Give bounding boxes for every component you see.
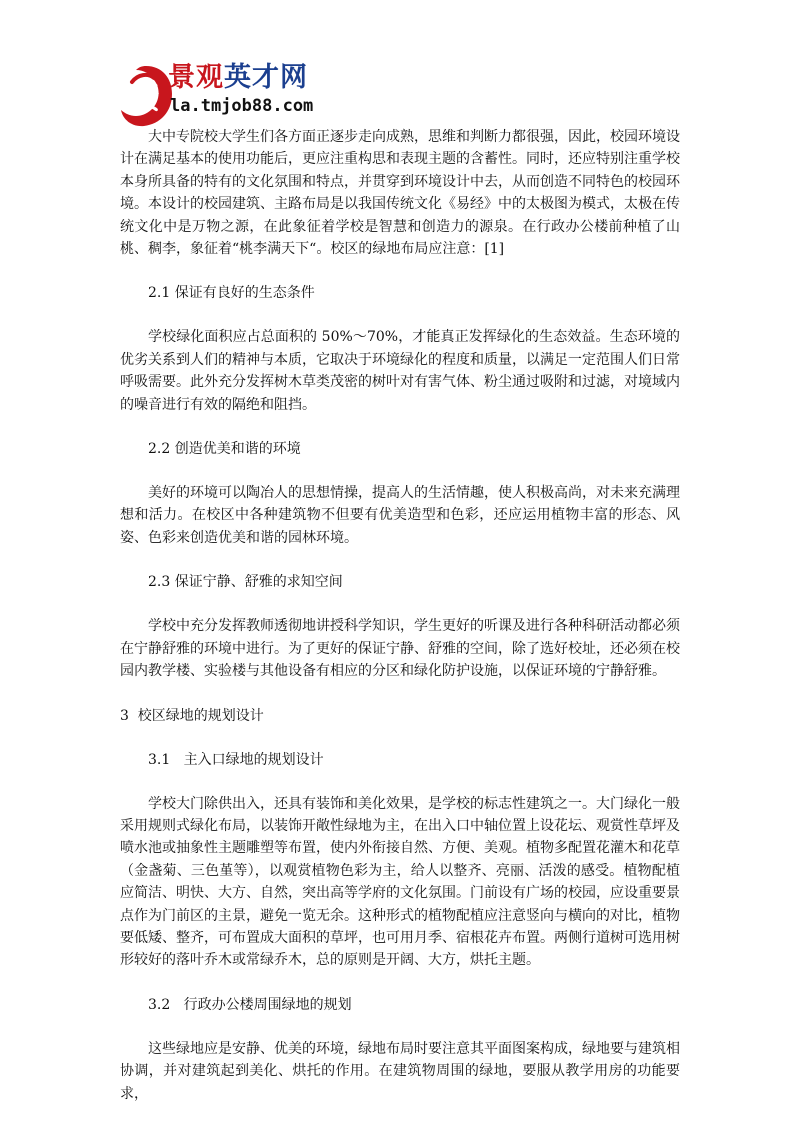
logo-name-part1: 景观 [168, 62, 224, 93]
intro-paragraph: 大中专院校大学生们各方面正逐步走向成熟，思维和判断力都很强，因此，校园环境设计在满足基本的使用功能后，更应注重构思和表现主题的含蓄性。同时，还应特别注重学校本身所具备的特有的文化氛围和特点，并贯穿到环境设计中去，从而创造不同特色的校园环境。本设计的校园建筑、主路布局是以我国传统文化《易经》中的太极图为模式，太极在传统文化中是万物之源，在此象征着学校是智慧和创造力的源泉。在行政办公楼前种植了山桃、稠李，象征着“桃李满天下“。校区的绿地布局应注意：[1] [120, 129, 680, 258]
logo-url[interactable]: la.tmjob88.com [170, 96, 314, 116]
logo-name [168, 62, 308, 94]
logo-mark-glyph: 贤 [130, 81, 160, 116]
site-logo[interactable] [118, 60, 368, 130]
section-2-2-paragraph: 美好的环境可以陶冶人的思想情操，提高人的生活情趣，使人积极高尚，对未来充满理想和活力。在校区中各种建筑物不但要有优美造型和色彩，还应运用植物丰富的形态、风姿、色彩来创造优美和谐的园林环境。 [120, 485, 680, 546]
section-2-2-heading: 2.2 创造优美和谐的环境 [148, 441, 301, 458]
section-2-1-paragraph: 学校绿化面积应占总面积的 50%～70%，才能真正发挥绿化的生态效益。生态环境的优劣关系到人们的精神与本质，它取决于环境绿化的程度和质量，以满足一定范围人们日常呼吸需要。此外充分发挥树木草类茂密的树叶对有害气体、粉尘通过吸附和过滤，对境域内的噪音进行有效的隔绝和阻挡。 [120, 329, 680, 413]
section-3-1-paragraph: 学校大门除供出入，还具有装饰和美化效果，是学校的标志性建筑之一。大门绿化一般采用规则式绿化布局，以装饰开敞性绿地为主，在出入口中轴位置上设花坛、观赏性草坪及喷水池或抽象性主题雕塑等布置，使内外衔接自然、方便、美观。植物多配置花灌木和花草（金盏菊、三色堇等），以观赏植物色彩为主，给人以整齐、亮丽、活泼的感受。植物配植应简洁、明快、大方、自然，突出高等学府的文化氛围。门前设有广场的校园，应设重要景点作为门前区的主景，避免一览无余。这种形式的植物配植应注意竖向与横向的对比，植物要低矮、整齐，可布置成大面积的草坪，也可用月季、宿根花卉布置。两侧行道树可选用树形较好的落叶乔木或常绿乔木，总的原则是开阔、大方，烘托主题。 [120, 795, 680, 969]
article-body [120, 126, 680, 1105]
logo-mark-icon [118, 60, 174, 130]
section-3-1-heading: 3.1 主入口绿地的规划设计 [148, 751, 324, 768]
logo-name-part2: 英才网 [224, 62, 308, 93]
section-3-heading: 3 校区绿地的规划设计 [120, 707, 264, 724]
section-3-2-paragraph: 这些绿地应是安静、优美的环境，绿地布局时要注意其平面图案构成，绿地要与建筑相协调，并对建筑起到美化、烘托的作用。在建筑物周围的绿地，要服从教学用房的功能要求， [120, 1040, 680, 1102]
section-3-2-heading: 3.2 行政办公楼周围绿地的规划 [148, 996, 352, 1013]
section-2-3-paragraph: 学校中充分发挥教师透彻地讲授科学知识，学生更好的听课及进行各种科研活动都必须在宁静舒雅的环境中进行。为了更好的保证宁静、舒雅的空间，除了选好校址，还必须在校园内教学楼、实验楼与其他设备有相应的分区和绿化防护设施，以保证环境的宁静舒雅。 [120, 618, 680, 680]
section-2-3-heading: 2.3 保证宁静、舒雅的求知空间 [148, 574, 343, 591]
section-2-1-heading: 2.1 保证有良好的生态条件 [148, 285, 315, 302]
